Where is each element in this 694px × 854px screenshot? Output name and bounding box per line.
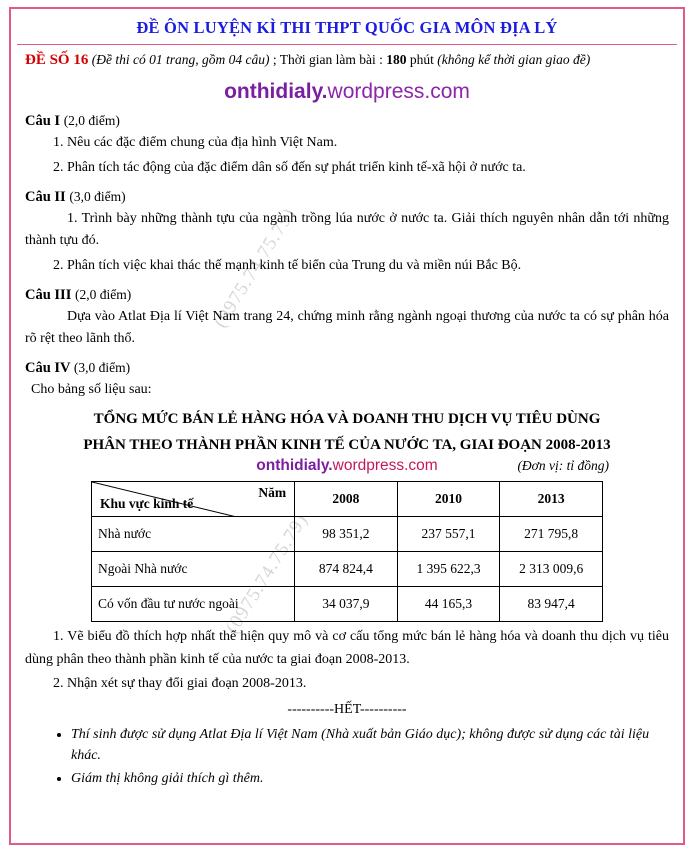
table-unit: (Đơn vị: tỉ đồng) [517,458,609,474]
task-2: 2. Nhận xét sự thay đổi giai đoạn 2008-2013. [53,676,307,692]
row-2-value-2010: 1 395 622,3 [397,552,500,587]
exam-meta [25,50,669,70]
list-item: • Thí sinh được sử dụng Atlat Địa lí Việt Nam (Nhà xuất bản Giáo dục); không được sử dụng các tài liệu khác. [71,724,669,766]
question-2-heading [25,189,669,206]
page-title: ĐỀ ÔN LUYỆN KÌ THI THPT QUỐC GIA MÔN ĐỊA LÝ [136,18,558,37]
watermark-1: (0975.74.75.79) [209,204,301,332]
exam-note: (Đề thi có 01 trang, gồm 04 câu) [91,52,270,67]
table-title-line-2: PHÂN THEO THÀNH PHẦN KINH TẾ CỦA NƯỚC TA, GIAI ĐOẠN 2008-2013 [83,437,611,454]
question-1-item-2: 2. Phân tích tác động của đặc điểm dân số đến sự phát triển kinh tế-xã hội ở nước ta. [53,159,526,175]
question-4-heading [25,360,669,377]
table-row [92,517,603,552]
table-row [92,552,603,587]
time-value: 180 [386,52,407,67]
question-3-points: (2,0 điểm) [74,286,132,302]
end-mark: ----------HẾT---------- [287,702,407,718]
question-3-item-1: Dựa vào Atlat Địa lí Việt Nam trang 24, chứng minh rằng ngành ngoại thương của nước ta có sự phân hóa rõ rệt theo lãnh thổ. [25,308,669,347]
row-1-value-2013: 271 795,8 [500,517,603,552]
row-2-label: Ngoài Nhà nước [92,552,295,587]
site-brand-2-name: onthidialy. [256,457,333,475]
row-2-value-2008: 874 824,4 [295,552,398,587]
table-year-2008: 2008 [295,482,398,517]
table-header-row [92,482,603,517]
question-3-heading [25,287,669,304]
row-1-label: Nhà nước [92,517,295,552]
exam-page [9,7,685,845]
watermark-2: (0975.74.75.79) [221,510,313,638]
row-3-value-2013: 83 947,4 [500,587,603,622]
site-brand-name: onthidialy. [224,80,328,104]
header-divider [17,44,677,45]
site-brand [25,80,669,104]
question-4-points: (3,0 điểm) [73,359,131,375]
row-3-value-2010: 44 165,3 [397,587,500,622]
table-year-2010: 2010 [397,482,500,517]
exam-code: ĐỀ SỐ 16 [25,52,89,68]
table-row [92,587,603,622]
question-2-item-1: 1. Trình bày những thành tựu của ngành trồng lúa nước ở nước ta. Giải thích nguyên nhân dẫn tới những thành tựu đó. [25,210,669,249]
row-1-value-2010: 237 557,1 [397,517,500,552]
question-4-label: Câu IV [25,359,71,376]
question-1-heading [25,113,669,130]
table-title-line-1: TỔNG MỨC BÁN LẺ HÀNG HÓA VÀ DOANH THU DỊCH VỤ TIÊU DÙNG [93,410,601,427]
time-label: ; Thời gian làm bài : [272,52,383,67]
notes-list [53,724,669,789]
time-note: (không kể thời gian giao đề) [437,52,591,67]
question-4-item-1: Cho bảng số liệu sau: [31,381,152,397]
question-3-label: Câu III [25,286,72,303]
question-2-points: (3,0 điểm) [69,188,126,204]
question-1-item-1: 1. Nêu các đặc điểm chung của địa hình Việt Nam. [53,135,338,151]
question-2-label: Câu II [25,188,66,205]
site-brand-2-domain: wordpress.com [332,457,438,475]
table-corner-cell [92,482,295,517]
list-item: • Giám thị không giải thích gì thêm. [71,768,669,789]
table-year-2013: 2013 [500,482,603,517]
table-corner-year-label: Năm [258,485,287,501]
row-1-value-2008: 98 351,2 [295,517,398,552]
question-1-points: (2,0 điểm) [63,113,120,129]
data-table [91,481,603,622]
question-1-label: Câu I [25,113,61,130]
row-2-value-2013: 2 313 009,6 [500,552,603,587]
time-unit: phút [409,52,434,67]
site-brand-domain: wordpress.com [327,80,470,104]
row-3-label: Có vốn đầu tư nước ngoài [92,587,295,622]
row-3-value-2008: 34 037,9 [295,587,398,622]
table-corner-sector-label: Khu vực kinh tế [100,496,194,512]
question-2-item-2: 2. Phân tích việc khai thác thế mạnh kinh tế biển của Trung du và miền núi Bắc Bộ. [53,257,522,273]
site-brand-2 [25,457,669,475]
task-1: 1. Vẽ biểu đồ thích hợp nhất thể hiện quy mô và cơ cấu tổng mức bán lẻ hàng hóa và doanh thu dịch vụ tiêu dùng phân theo thành phần kinh tế của nước ta giai đoạn 2008-2013. [25,629,669,667]
